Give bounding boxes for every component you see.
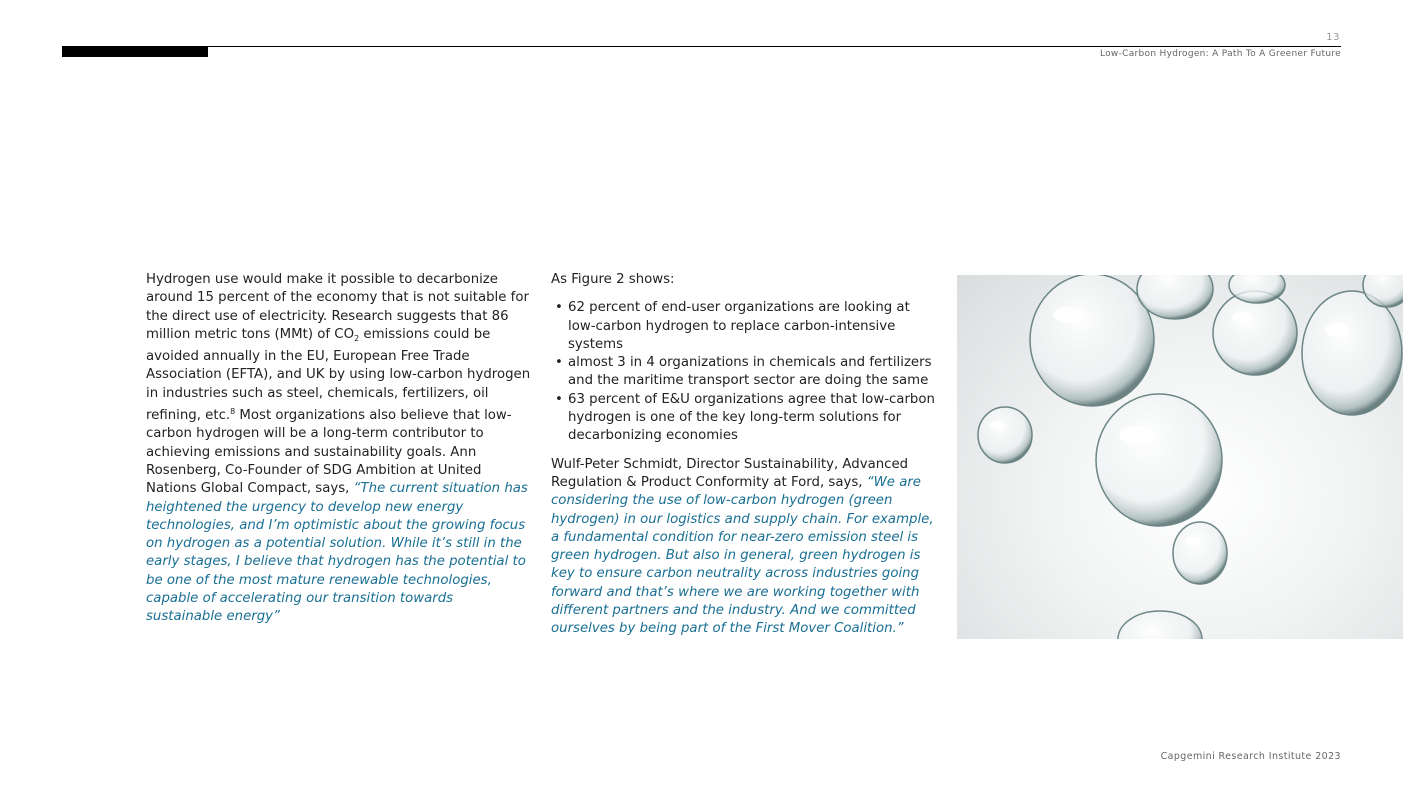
- stat-bullet: • 63 percent of E&U organizations agree that low-carbon hydrogen is one of the key long-term solutions for decarbonizing economies: [551, 391, 941, 446]
- header-accent-bar: [62, 46, 208, 57]
- attribution-schmidt: Wulf-Peter Schmidt, Director Sustainability, Advanced Regulation & Product Conformity at Ford, says,: [551, 456, 909, 490]
- droplets-illustration: [957, 275, 1403, 639]
- paragraph-text-b: emissions could be avoided annually in the EU, European Free Trade Association (EFTA), and UK by using low-carbon hydrogen in industries such as steel, chemicals, fertilizers, oil refining, etc.: [146, 326, 531, 424]
- quote-rosenberg: “The current situation has heightened the urgency to develop new energy technologies, and I’m optimistic about the growing focus on hydrogen as a potential solution. While it’s still in the early stages, I believe that hydrogen has the potential to be one of the most mature renewable technologies, capable of accelerating our transition towards sustainable energy”: [146, 481, 528, 625]
- footnote-marker: 8: [230, 407, 236, 417]
- paragraph-schmidt: [551, 456, 941, 639]
- document-title: Low-Carbon Hydrogen: A Path To A Greener Future: [1099, 49, 1341, 59]
- figure-intro: As Figure 2 shows:: [551, 272, 675, 287]
- body-column-middle: [551, 271, 941, 639]
- co2-subscript: 2: [354, 333, 360, 343]
- paragraph-text-a: Hydrogen use would make it possible to decarbonize around 15 percent of the economy that is not suitable for the direct use of electricity. Research suggests that 86 million metric tons (MMt) of CO: [146, 272, 529, 342]
- stat-bullet: • 62 percent of end-user organizations are looking at low-carbon hydrogen to replace carbon-intensive systems: [551, 299, 941, 354]
- paragraph-text-c: Most organizations also believe that low-carbon hydrogen will be a long-term contributor to achieving emissions and sustainability goals. Ann Rosenberg, Co-Founder of SDG Ambition at United Nations Global Compact, says,: [146, 408, 512, 497]
- footer-credit: Capgemini Research Institute 2023: [1160, 751, 1341, 762]
- stat-bullet: • almost 3 in 4 organizations in chemicals and fertilizers and the maritime transport sector are doing the same: [551, 354, 941, 391]
- water-droplets-image: [957, 275, 1403, 639]
- header-rule: [62, 46, 1341, 47]
- body-column-left: [146, 271, 532, 627]
- page-number: 13: [1326, 32, 1340, 43]
- quote-schmidt: “We are considering the use of low-carbon hydrogen (green hydrogen) in our logistics and supply chain. For example, a fundamental condition for near-zero emission steel is green hydrogen. But also in general, green hydrogen is key to ensure carbon neutrality across industries going forward and that’s where we are working together with different partners and the industry. And we committed ourselves by being part of the First Mover Coalition.”: [551, 474, 934, 637]
- paragraph-hydrogen-use: [146, 271, 532, 627]
- stat-bullet-list: [551, 299, 941, 445]
